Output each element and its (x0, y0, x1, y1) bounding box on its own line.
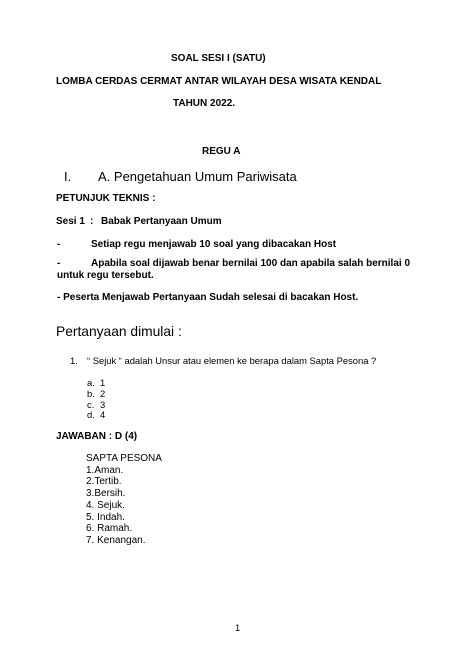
list-item: 5. Indah. (86, 512, 125, 523)
list-item: 2.Tertib. (86, 476, 122, 487)
question-number: 1. (70, 355, 78, 366)
answer-text: JAWABAN : D (4) (56, 431, 138, 442)
option-c-letter: c. (87, 399, 95, 410)
option-b-letter: b. (87, 388, 95, 399)
list-item: 3.Bersih. (86, 488, 126, 499)
session-title: Babak Pertanyaan Umum (101, 216, 222, 227)
section-title: A. Pengetahuan Umum Pariwisata (98, 169, 297, 184)
option-a-value: 1 (100, 377, 106, 388)
rule2-text-line1: Apabila soal dijawab benar bernilai 100 dan apabila salah bernilai 0 (91, 258, 411, 269)
header-competition: LOMBA CERDAS CERMAT ANTAR WILAYAH DESA WISATA KENDAL (56, 76, 382, 87)
section-number: I. (64, 169, 72, 184)
list-item: 6. Ramah. (86, 523, 133, 534)
rule2-text-line2: untuk regu tersebut. (57, 270, 154, 281)
option-c-value: 3 (100, 399, 106, 410)
rule1-text: Setiap regu menjawab 10 soal yang dibacakan Host (91, 239, 337, 250)
question-text: “ Sejuk “ adalah Unsur atau elemen ke berapa dalam Sapta Pesona ? (87, 355, 377, 366)
session-label: Sesi 1 (56, 216, 85, 227)
option-d-value: 4 (100, 409, 106, 420)
option-b-value: 2 (100, 388, 106, 399)
header-title: SOAL SESI I (SATU) (171, 53, 266, 64)
page-number: 1 (235, 622, 241, 633)
sapta-pesona-title: SAPTA PESONA (86, 453, 162, 464)
rule2-dash: - (57, 258, 61, 269)
instructions-heading: PETUNJUK TEKNIS : (56, 193, 156, 204)
questions-heading: Pertanyaan dimulai : (56, 324, 182, 339)
group-label: REGU A (202, 146, 241, 157)
list-item: 7. Kenangan. (86, 535, 146, 546)
list-item: 1.Aman. (86, 465, 124, 476)
option-d-letter: d. (87, 409, 95, 420)
rule3-text: - Peserta Menjawab Pertanyaan Sudah selesai di bacakan Host. (57, 292, 359, 303)
header-year: TAHUN 2022. (173, 98, 236, 109)
session-separator: : (90, 216, 94, 227)
rule1-dash: - (57, 239, 61, 250)
list-item: 4. Sejuk. (86, 500, 125, 511)
option-a-letter: a. (87, 377, 95, 388)
